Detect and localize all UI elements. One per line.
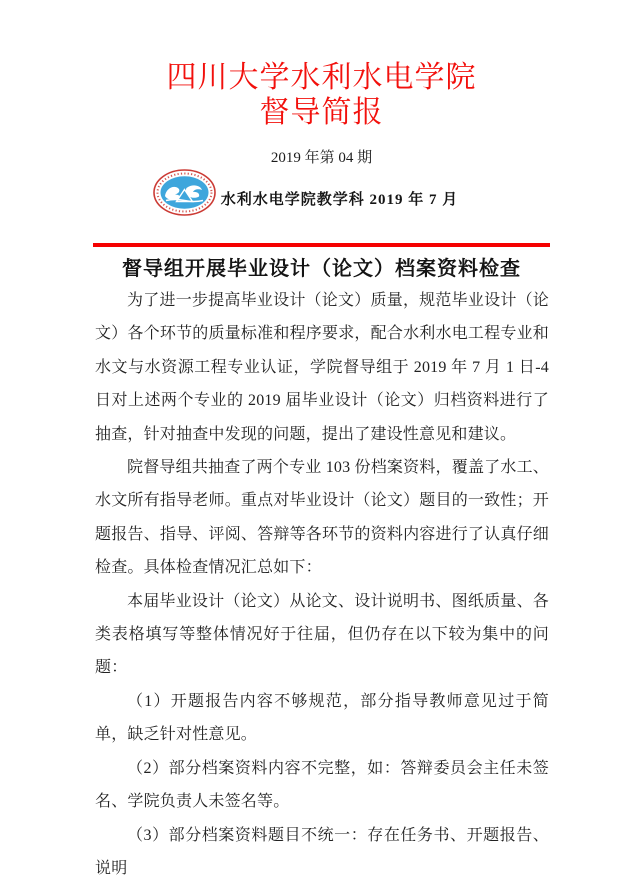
paragraph-issue-3: （3）部分档案资料题目不统一：存在任务书、开题报告、说明	[95, 819, 549, 885]
college-emblem-icon	[153, 169, 216, 216]
doc-title-line1: 四川大学水利水电学院	[167, 61, 477, 94]
doc-title	[0, 60, 643, 130]
article-body	[95, 284, 549, 885]
masthead	[0, 169, 627, 216]
issue-number: 2019 年第 04 期	[0, 146, 643, 167]
red-divider-rule	[93, 243, 550, 247]
doc-title-line2: 督导简报	[260, 96, 384, 129]
article-heading: 督导组开展毕业设计（论文）档案资料检查	[0, 252, 643, 281]
masthead-caption: 水利水电学院教学科 2019 年 7 月	[221, 188, 459, 216]
paragraph-issue-2: （2）部分档案资料内容不完整，如：答辩委员会主任未签名、学院负责人未签名等。	[95, 752, 549, 819]
paragraph-summary: 本届毕业设计（论文）从论文、设计说明书、图纸质量、各类表格填写等整体情况好于往届，但仍存在以下较为集中的问题：	[95, 585, 549, 685]
paragraph-intro: 为了进一步提高毕业设计（论文）质量，规范毕业设计（论文）各个环节的质量标准和程序要求，配合水利水电工程专业和水文与水资源工程专业认证，学院督导组于 2019 年 7 月 1 日-4 日对上述两个专业的 2019 届毕业设计（论文）归档资料进行了抽查，针对抽查中发现的问题，提出了建设性意见和建议。	[95, 284, 549, 451]
paragraph-issue-1: （1）开题报告内容不够规范，部分指导教师意见过于简单，缺乏针对性意见。	[95, 685, 549, 752]
paragraph-overview: 院督导组共抽查了两个专业 103 份档案资料，覆盖了水工、水文所有指导老师。重点对毕业设计（论文）题目的一致性；开题报告、指导、评阅、答辩等各环节的资料内容进行了认真仔细检查。具体检查情况汇总如下：	[95, 451, 549, 585]
